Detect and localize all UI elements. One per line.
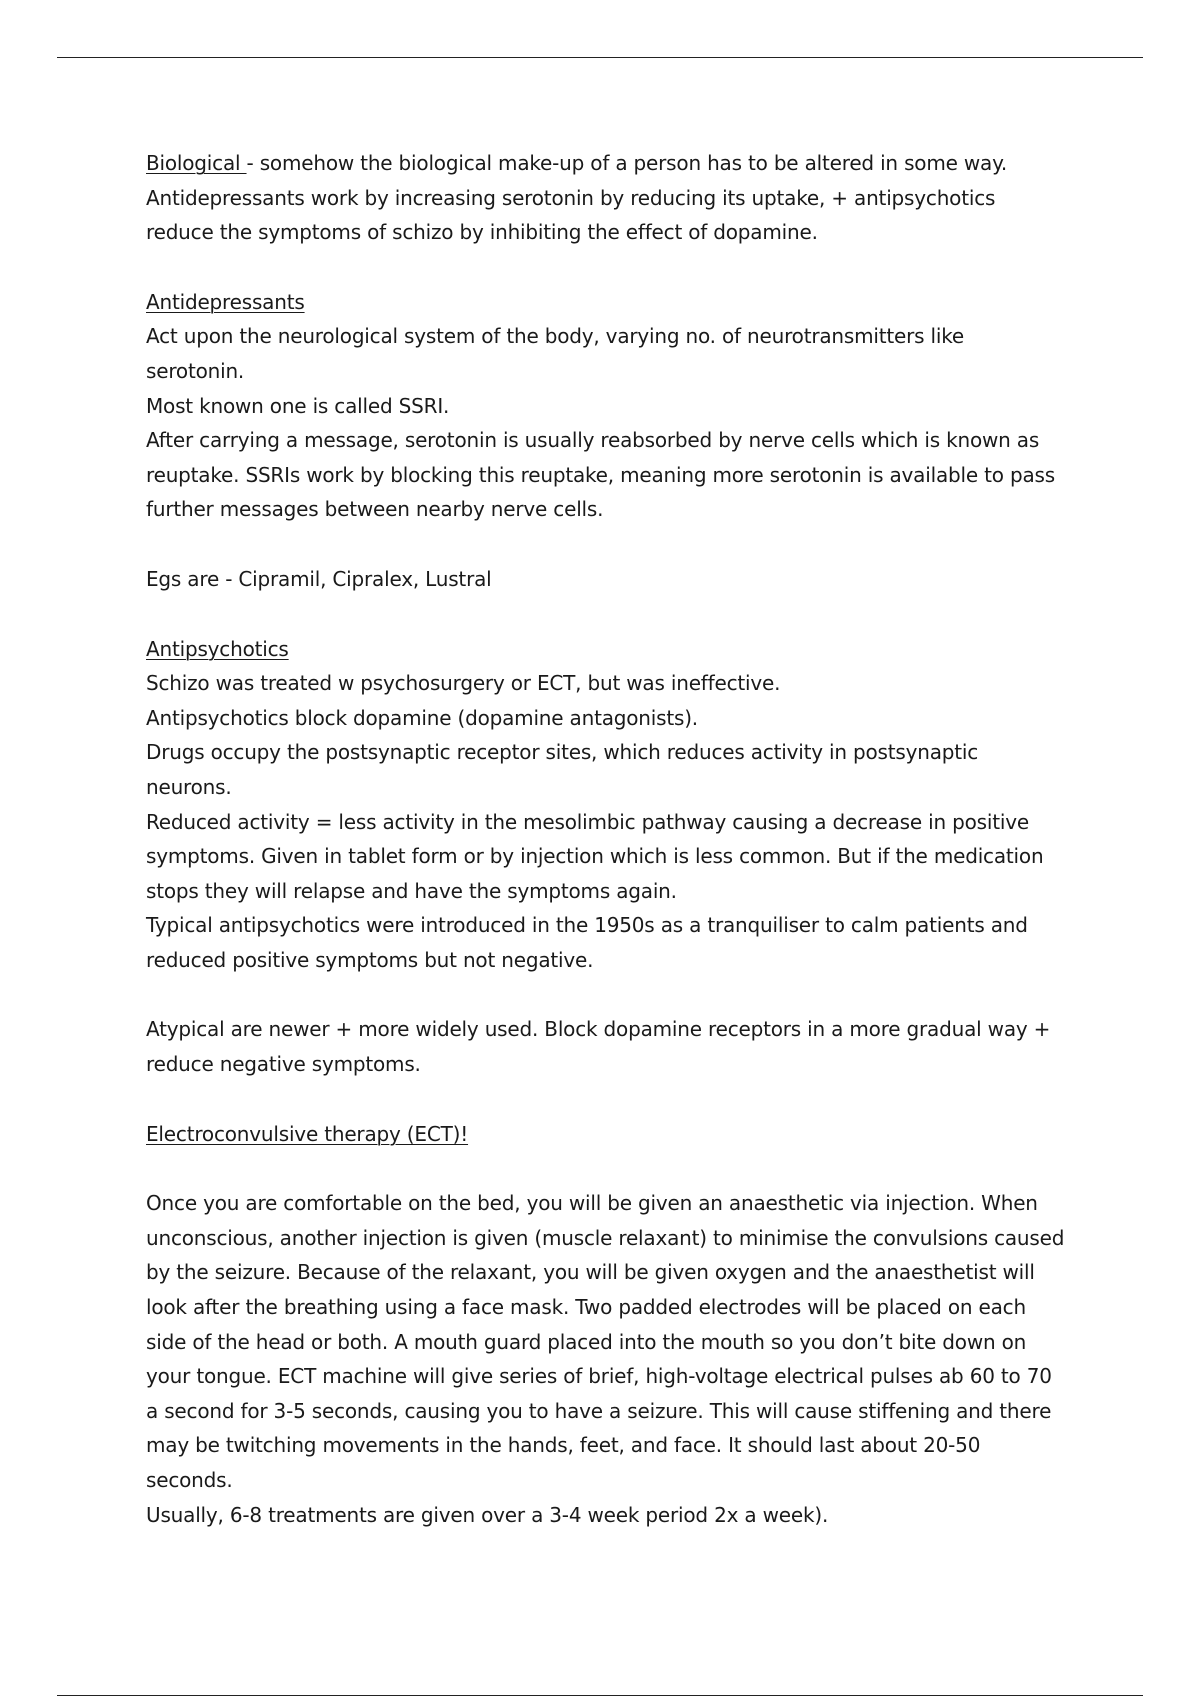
antipsychotics-para-2: Antipsychotics block dopamine (dopamine antagonists). <box>146 705 698 730</box>
document-body <box>146 146 1066 1532</box>
biological-paragraph <box>146 146 1066 250</box>
antipsychotics-para-4: Reduced activity = less activity in the mesolimbic pathway causing a decrease in positive symptoms. Given in tablet form or by injection which is less common. But if the medication stops they will relapse and have the symptoms again. <box>146 809 1044 903</box>
antipsychotics-para-1: Schizo was treated w psychosurgery or ECT, but was ineffective. <box>146 671 781 696</box>
ect-heading <box>146 1117 1066 1152</box>
antidepressants-examples: Egs are - Cipramil, Cipralex, Lustral <box>146 566 492 591</box>
antipsychotics-para-3: Drugs occupy the postsynaptic receptor sites, which reduces activity in postsynaptic neurons. <box>146 740 979 799</box>
ect-para-2: Usually, 6-8 treatments are given over a 3-4 week period 2x a week). <box>146 1502 829 1527</box>
antidepressants-para-2: Most known one is called SSRI. <box>146 393 450 418</box>
antipsychotics-heading-text: Antipsychotics <box>146 636 289 661</box>
top-rule <box>57 57 1143 58</box>
ect-para-1: Once you are comfortable on the bed, you will be given an anaesthetic via injection. When unconscious, another injection is given (muscle relaxant) to minimise the convulsions caused by the seizure. Because of the relaxant, you will be given oxygen and the anaesthetist will look after the breathing using a face mask. Two padded electrodes will be placed on each side of the head or both. A mouth guard placed into the mouth so you don’t bite down on your tongue. ECT machine will give series of brief, high-voltage electrical pulses ab 60 to 70 a second for 3-5 seconds, causing you to have a seizure. This will cause stiffening and there may be twitching movements in the hands, feet, and face. It should last about 20-50 seconds. <box>146 1191 1065 1492</box>
ect-heading-text: Electroconvulsive therapy (ECT)! <box>146 1121 469 1146</box>
spacer <box>146 597 1066 632</box>
spacer <box>146 527 1066 562</box>
biological-heading: Biological <box>146 151 247 175</box>
biological-text: Antidepressants work by increasing serotonin by reducing its uptake, + antipsychotics reduce the symptoms of schizo by inhibiting the effect of dopamine. <box>146 185 996 245</box>
spacer <box>146 1151 1066 1186</box>
spacer <box>146 1082 1066 1117</box>
atypical-paragraph: Atypical are newer + more widely used. Block dopamine receptors in a more gradual way + reduce negative symptoms. <box>146 1017 1051 1077</box>
antipsychotics-heading <box>146 632 1066 667</box>
antidepressants-para-3: After carrying a message, serotonin is usually reabsorbed by nerve cells which is known as reuptake. SSRIs work by blocking this reuptake, meaning more serotonin is available to pass further messages between nearby nerve cells. <box>146 428 1055 522</box>
spacer <box>146 977 1066 1012</box>
antidepressants-heading <box>146 285 1066 320</box>
spacer <box>146 250 1066 285</box>
antidepressants-heading-text: Antidepressants <box>146 289 305 314</box>
biological-intro: - somehow the biological make-up of a person has to be altered in some way. <box>246 151 1008 175</box>
antipsychotics-para-5: Typical antipsychotics were introduced in the 1950s as a tranquiliser to calm patients and reduced positive symptoms but not negative. <box>146 913 1028 972</box>
bottom-rule <box>57 1695 1143 1696</box>
antidepressants-para-1: Act upon the neurological system of the body, varying no. of neurotransmitters like serotonin. <box>146 324 965 383</box>
